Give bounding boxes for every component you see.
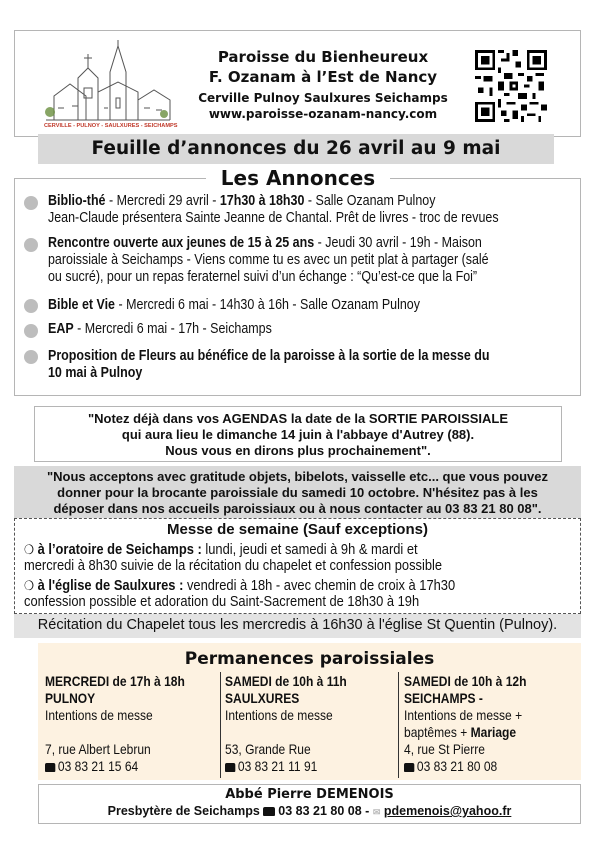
messe-text: vendredi à 18h - avec chemin de croix à 17h30 <box>183 577 456 594</box>
permanence-phone <box>404 758 526 775</box>
column-divider <box>220 672 221 778</box>
annonce-text: - Jeudi 30 avril - 19h - Maison <box>314 235 482 251</box>
permanence-saulxures <box>225 673 347 775</box>
annonce-biblio-the <box>48 193 577 227</box>
permanence-town: PULNOY <box>45 690 96 706</box>
permanences-title: Permanences paroissiales <box>184 649 435 669</box>
annonce-rencontre-jeunes <box>48 235 577 286</box>
annonce-title: EAP <box>48 321 74 337</box>
permanence-seichamps <box>404 673 526 775</box>
messe-text: confession possible et adoration du Saint-Sacrement de 18h30 à 19h <box>24 593 420 610</box>
permanence-service-text: baptêmes + <box>404 724 471 740</box>
permanence-service: Intentions de messe + <box>404 707 523 723</box>
annonce-text: Jean-Claude présentera Sainte Jeanne de Chantal. Prêt de livres - troc de revues <box>48 210 499 226</box>
annonce-title: Biblio-thé <box>48 193 106 209</box>
notez-line: "Notez déjà dans vos AGENDAS la date de la SORTIE PAROISSIALE <box>87 411 509 426</box>
footer-phone: 03 83 21 80 08 - <box>278 804 370 818</box>
permanence-town: SEICHAMPS - <box>404 690 483 706</box>
church-logo <box>44 38 178 130</box>
phone-icon <box>45 763 55 772</box>
permanence-address: 53, Grande Rue <box>225 741 311 757</box>
permanence-service-bold: Mariage <box>470 724 517 740</box>
annonce-text: - Mercredi 6 mai - 14h30 à 16h - Salle Ozanam Pulnoy <box>114 297 420 313</box>
messe-place: à l'église de Saulxures : <box>37 577 184 594</box>
permanence-town: SAULXURES <box>225 690 300 706</box>
presbytere-label: Presbytère de Seichamps <box>107 804 260 818</box>
permanence-address: 4, rue St Pierre <box>404 741 485 757</box>
bullet-icon <box>24 324 38 338</box>
phone-icon <box>225 763 235 772</box>
annonce-text: - Mercredi 6 mai - 17h - Seichamps <box>73 321 272 337</box>
parish-villages: Cerville Pulnoy Saulxures Seichamps <box>198 91 448 105</box>
bullet-icon <box>24 350 38 364</box>
annonce-text: - Mercredi 29 avril - <box>105 193 220 209</box>
phone-icon <box>404 763 414 772</box>
permanence-address: 7, rue Albert Lebrun <box>45 741 151 757</box>
checkmark-icon: ❍ <box>24 578 35 593</box>
permanence-service-extra <box>404 724 526 741</box>
qr-code-icon[interactable] <box>475 50 547 122</box>
permanence-schedule: SAMEDI de 10h à 12h <box>404 673 527 689</box>
annonce-text: - Salle Ozanam Pulnoy <box>304 193 436 209</box>
annonce-fleurs <box>48 348 577 382</box>
footer-email-link[interactable]: pdemenois@yahoo.fr <box>383 804 512 818</box>
notez-line: Nous vous en dirons plus prochainement". <box>165 443 431 458</box>
annonce-time: 17h30 à 18h30 <box>219 193 305 209</box>
permanence-service: Intentions de messe <box>225 707 333 723</box>
bullet-icon <box>24 238 38 252</box>
column-divider <box>398 672 399 778</box>
annonces-heading: Les Annonces <box>220 166 376 190</box>
permanence-service: Intentions de messe <box>45 707 153 723</box>
annonce-bible-et-vie <box>48 297 577 314</box>
parish-website-link[interactable]: www.paroisse-ozanam-nancy.com <box>208 107 438 121</box>
annonce-title: 10 mai à Pulnoy <box>48 365 143 381</box>
permanence-phone <box>45 758 185 775</box>
permanence-service-extra <box>225 724 347 741</box>
phone-number: 03 83 21 11 91 <box>237 758 318 774</box>
annonce-text: paroissiale à Seichamps - Viens comme tu es avec un petit plat à partager (salé <box>48 252 489 268</box>
permanence-schedule: SAMEDI de 10h à 11h <box>225 673 347 689</box>
parish-name-line1: Paroisse du Bienheureux <box>217 48 429 66</box>
notez-line: qui aura lieu le dimanche 14 juin à l'abbaye d'Autrey (88). <box>121 427 475 442</box>
chapelet-text: Récitation du Chapelet tous les mercredis à 16h30 à l'église St Quentin (Pulnoy). <box>37 617 558 633</box>
permanence-service-extra <box>45 724 185 741</box>
parish-name-line2: F. Ozanam à l’Est de Nancy <box>208 68 438 86</box>
messe-title: Messe de semaine (Sauf exceptions) <box>167 521 428 538</box>
bullet-icon <box>24 196 38 210</box>
annonce-title: Bible et Vie <box>48 297 115 313</box>
messe-place: à l’oratoire de Seichamps : <box>37 541 202 558</box>
brocante-line: déposer dans nos accueils paroissiaux ou à nous contacter au 03 83 21 80 08". <box>53 501 542 516</box>
permanence-pulnoy <box>45 673 185 775</box>
priest-name: Abbé Pierre DEMENOIS <box>225 787 394 802</box>
email-icon: ✉ <box>372 807 381 817</box>
permanence-phone <box>225 758 347 775</box>
messe-seichamps <box>24 542 574 574</box>
brocante-line: donner pour la brocante paroissiale du samedi 10 octobre. N'hésitez pas à les <box>57 485 538 500</box>
checkmark-icon: ❍ <box>24 542 35 557</box>
phone-number: 03 83 21 80 08 <box>416 758 498 774</box>
annonce-text: ou sucré), pour un repas feraternel suivi d’un échange : “Qu’est-ce que la Foi” <box>48 269 478 285</box>
annonce-eap <box>48 321 577 338</box>
logo-caption: CERVILLE - PULNOY - SAULXURES - SEICHAMPS <box>44 123 178 129</box>
phone-number: 03 83 21 15 64 <box>57 758 139 774</box>
page-title: Feuille d’annonces du 26 avril au 9 mai <box>91 138 501 159</box>
brocante-line: "Nous acceptons avec gratitude objets, bibelots, vaisselle etc... que vous pouvez <box>46 469 549 484</box>
annonce-title: Rencontre ouverte aux jeunes de 15 à 25 ans <box>48 235 315 251</box>
phone-icon <box>263 807 275 816</box>
annonce-title: Proposition de Fleurs au bénéfice de la paroisse à la sortie de la messe du <box>48 348 490 364</box>
bullet-icon <box>24 299 38 313</box>
messe-saulxures <box>24 578 574 610</box>
messe-text: mercredi à 8h30 suivie de la récitation du chapelet et confession possible <box>24 557 443 574</box>
footer-contact <box>38 804 581 818</box>
messe-text: lundi, jeudi et samedi à 9h & mardi et <box>201 541 418 558</box>
permanence-schedule: MERCREDI de 17h à 18h <box>45 673 185 689</box>
